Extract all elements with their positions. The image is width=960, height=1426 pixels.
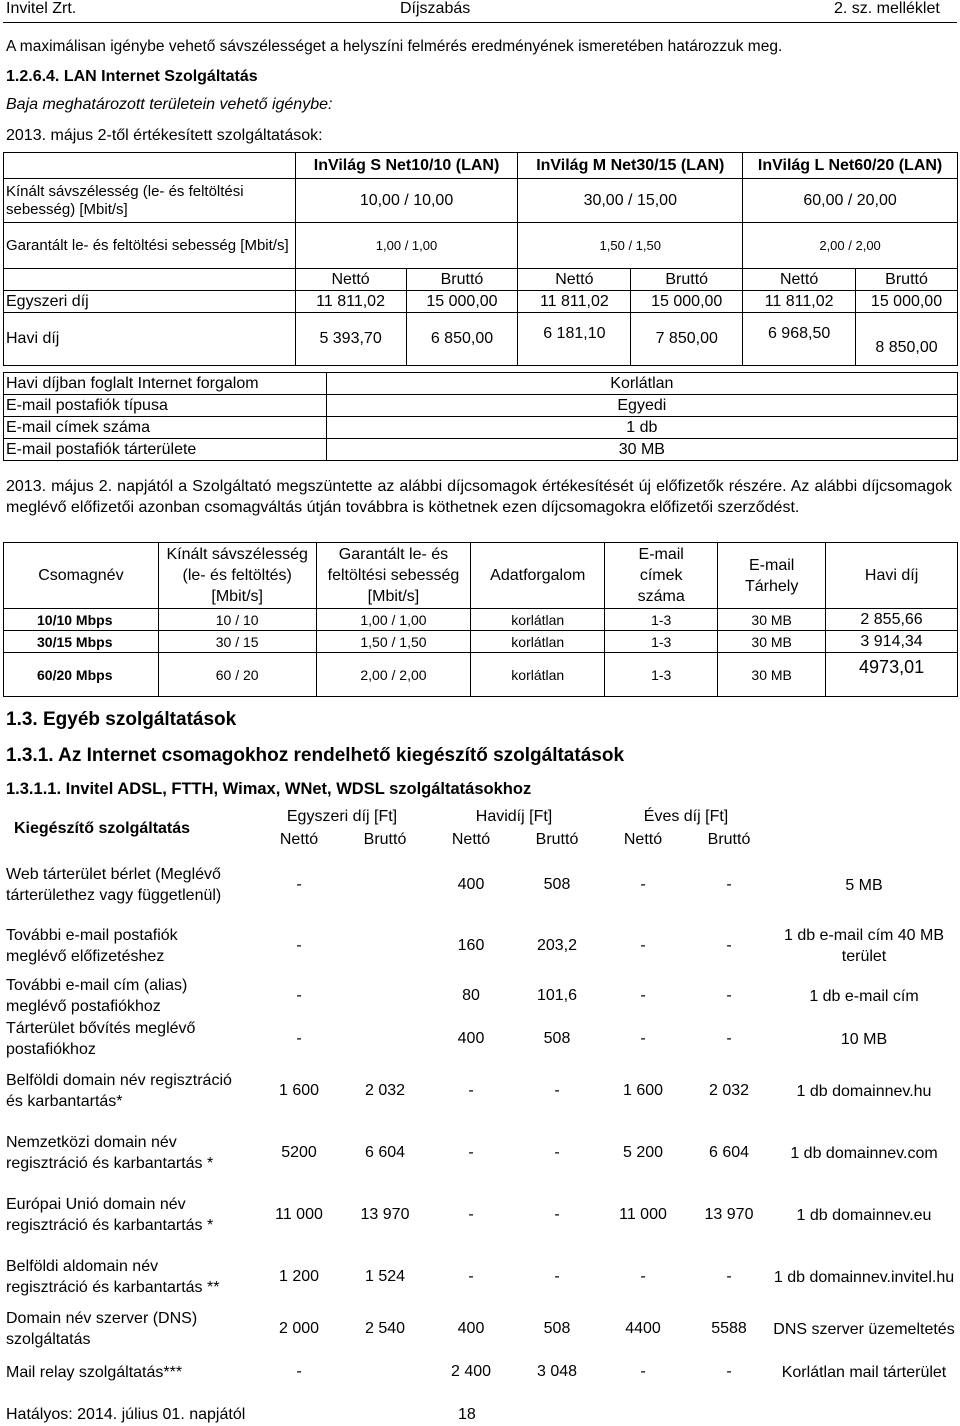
lan-monthly-value: 7 850,00 bbox=[631, 313, 743, 366]
lan-guaranteed-m: 1,50 / 1,50 bbox=[518, 223, 743, 269]
addon-price: - bbox=[296, 937, 302, 954]
addon-price: - bbox=[296, 876, 302, 893]
addon-name: Nemzetközi domain név regisztráció és karbantartás * bbox=[6, 1134, 214, 1172]
old-row-cell: 30 / 15 bbox=[158, 631, 316, 653]
lan-net-label: Nettó bbox=[743, 269, 856, 291]
addon-row bbox=[6, 1018, 956, 1060]
addon-price: 508 bbox=[543, 1030, 571, 1047]
addon-price: 508 bbox=[543, 1320, 571, 1337]
addon-price bbox=[342, 1018, 428, 1060]
addon-price: - bbox=[640, 876, 646, 893]
section-heading-lan: 1.2.6.4. LAN Internet Szolgáltatás bbox=[6, 68, 258, 85]
old-row-cell: 1-3 bbox=[605, 631, 718, 653]
addon-price: - bbox=[296, 1030, 302, 1047]
addon-price: 1 600 bbox=[622, 1082, 664, 1099]
addon-price bbox=[342, 918, 428, 974]
addon-price: - bbox=[468, 1144, 474, 1161]
lan-monthly-value: 6 850,00 bbox=[406, 313, 518, 366]
lan-guaranteed-label: Garantált le- és feltöltési sebesség [Mbit/s] bbox=[4, 223, 296, 269]
lan-onetime-value: 15 000,00 bbox=[631, 291, 743, 313]
addon-name: Mail relay szolgáltatás*** bbox=[6, 1363, 183, 1381]
lan-gross-label: Bruttó bbox=[406, 269, 518, 291]
heading-1-3-1-1: 1.3.1.1. Invitel ADSL, FTTH, Wimax, WNet, WDSL szolgáltatásokhoz bbox=[6, 780, 532, 798]
addon-price: - bbox=[468, 1206, 474, 1223]
addon-price: 160 bbox=[457, 937, 485, 954]
section-subtitle: Baja meghatározott területein vehető igénybe: bbox=[6, 96, 333, 113]
addon-price: - bbox=[554, 1082, 560, 1099]
old-row-name: 60/20 Mbps bbox=[4, 653, 159, 697]
addon-price bbox=[342, 1350, 428, 1394]
lan-offered-m: 30,00 / 15,00 bbox=[518, 179, 743, 223]
addon-net-label: Nettó bbox=[623, 831, 663, 848]
addon-price: - bbox=[640, 1268, 646, 1285]
addon-gross-label: Bruttó bbox=[363, 831, 407, 848]
addon-note: 1 db domainnev.eu bbox=[796, 1206, 932, 1224]
addon-note: 1 db e-mail cím 40 MB terület bbox=[783, 927, 945, 965]
feature-value: 30 MB bbox=[326, 439, 957, 461]
addon-row bbox=[6, 974, 956, 1018]
addon-net-label: Nettó bbox=[451, 831, 491, 848]
addon-price: - bbox=[726, 876, 732, 893]
addon-price: 2 000 bbox=[278, 1320, 320, 1337]
addon-price: 1 524 bbox=[364, 1268, 406, 1285]
old-header-emails: E-mail címek száma bbox=[605, 543, 718, 609]
addon-price: - bbox=[726, 987, 732, 1004]
old-header-offered: Kínált sávszélesség (le- és feltöltés) [Mbit/s] bbox=[158, 543, 316, 609]
addon-price: - bbox=[640, 987, 646, 1004]
lan-onetime-value: 15 000,00 bbox=[406, 291, 518, 313]
old-header-monthly: Havi díj bbox=[826, 543, 958, 609]
lan-monthly-value: 8 850,00 bbox=[856, 313, 958, 366]
addon-note: 10 MB bbox=[840, 1030, 888, 1048]
addon-row bbox=[6, 1308, 956, 1350]
since-text: 2013. május 2-től értékesített szolgáltatások: bbox=[6, 127, 323, 144]
lan-offered-s: 10,00 / 10,00 bbox=[295, 179, 518, 223]
addon-price bbox=[342, 852, 428, 918]
footer-effective: Hatályos: 2014. július 01. napjától bbox=[6, 1406, 246, 1423]
addon-row bbox=[6, 1350, 956, 1394]
addon-group-onetime: Egyszeri díj [Ft] bbox=[286, 808, 398, 825]
lan-onetime-value: 11 811,02 bbox=[518, 291, 631, 313]
lan-onetime-value: 11 811,02 bbox=[295, 291, 406, 313]
addon-price: - bbox=[726, 1030, 732, 1047]
old-header-guaranteed: Garantált le- és feltöltési sebesség [Mbit/s] bbox=[316, 543, 471, 609]
old-row-cell: 30 MB bbox=[718, 631, 826, 653]
intro-text: A maximálisan igénybe vehető sávszélességet a helyszíni felmérés eredményének ismeretében határozzuk meg. bbox=[6, 38, 783, 55]
lan-empty-corner bbox=[4, 153, 296, 179]
old-row-cell: 1-3 bbox=[605, 609, 718, 631]
old-row-cell: 1-3 bbox=[605, 653, 718, 697]
addon-name: Domain név szerver (DNS) szolgáltatás bbox=[6, 1310, 198, 1348]
addon-price: - bbox=[726, 1363, 732, 1380]
addon-price: 11 000 bbox=[275, 1206, 323, 1223]
lan-table bbox=[3, 152, 958, 366]
addon-price: 101,6 bbox=[536, 987, 578, 1004]
addon-name: Tárterület bővítés meglévő postafiókhoz bbox=[6, 1020, 196, 1058]
old-row-price: 4973,01 bbox=[826, 653, 958, 697]
addon-price: 80 bbox=[462, 987, 480, 1004]
old-row-price: 3 914,34 bbox=[826, 631, 958, 653]
lan-onetime-value: 15 000,00 bbox=[856, 291, 958, 313]
addon-note: 1 db domainnev.com bbox=[790, 1144, 938, 1162]
old-row-price: 2 855,66 bbox=[826, 609, 958, 631]
addon-price: 6 604 bbox=[708, 1144, 750, 1161]
old-row-cell: 60 / 20 bbox=[158, 653, 316, 697]
feature-label: E-mail címek száma bbox=[4, 417, 327, 439]
lan-net-label: Nettó bbox=[295, 269, 406, 291]
old-header-traffic: Adatforgalom bbox=[471, 543, 605, 609]
header-rule bbox=[3, 22, 957, 23]
heading-1-3-1: 1.3.1. Az Internet csomagokhoz rendelhető kiegészítő szolgáltatások bbox=[6, 745, 625, 766]
lan-offered-label: Kínált sávszélesség (le- és feltöltési sebesség) [Mbit/s] bbox=[4, 179, 296, 223]
addon-price: - bbox=[554, 1206, 560, 1223]
addon-price: 6 604 bbox=[364, 1144, 406, 1161]
addon-price: - bbox=[640, 1030, 646, 1047]
addon-price: 3 048 bbox=[536, 1363, 578, 1380]
addon-name: További e-mail cím (alias) meglévő postafiókhoz bbox=[6, 977, 188, 1015]
addon-row bbox=[6, 1060, 956, 1122]
old-header-name: Csomagnév bbox=[4, 543, 159, 609]
addon-price: - bbox=[726, 937, 732, 954]
addon-price: 13 970 bbox=[360, 1206, 410, 1223]
lan-monthly-label: Havi díj bbox=[4, 313, 296, 366]
old-row-cell: 2,00 / 2,00 bbox=[316, 653, 471, 697]
old-row-cell: 10 / 10 bbox=[158, 609, 316, 631]
addon-note: 5 MB bbox=[845, 876, 883, 894]
addon-price: - bbox=[296, 1363, 302, 1380]
old-packages-table bbox=[3, 542, 958, 697]
addon-row bbox=[6, 1184, 956, 1246]
addon-price: 5200 bbox=[281, 1144, 317, 1161]
old-row-cell: korlátlan bbox=[471, 631, 605, 653]
header-annex: 2. sz. melléklet bbox=[834, 0, 940, 17]
addon-note: 1 db domainnev.hu bbox=[796, 1082, 932, 1100]
addon-net-label: Nettó bbox=[279, 831, 319, 848]
addon-note: Korlátlan mail tárterület bbox=[781, 1363, 947, 1381]
addon-note: 1 db domainnev.invitel.hu bbox=[773, 1268, 955, 1286]
addon-price: - bbox=[296, 987, 302, 1004]
lan-monthly-value: 6 181,10 bbox=[518, 313, 631, 366]
addon-price: 2 400 bbox=[450, 1363, 492, 1380]
addon-name: Belföldi aldomain név regisztráció és karbantartás ** bbox=[6, 1258, 220, 1296]
addon-price: 203,2 bbox=[536, 937, 578, 954]
addon-row bbox=[6, 1246, 956, 1308]
addon-group-monthly: Havidíj [Ft] bbox=[475, 808, 553, 825]
lan-empty-cell bbox=[4, 269, 296, 291]
addon-name: Belföldi domain név regisztráció és karbantartás* bbox=[6, 1072, 232, 1110]
addon-table bbox=[6, 806, 956, 1394]
addon-group-yearly: Éves díj [Ft] bbox=[643, 808, 729, 825]
features-table bbox=[3, 372, 958, 461]
old-row-name: 30/15 Mbps bbox=[4, 631, 159, 653]
addon-price: 1 200 bbox=[278, 1268, 320, 1285]
addon-price: 400 bbox=[457, 1030, 485, 1047]
addon-price: - bbox=[468, 1268, 474, 1285]
addon-price: 2 032 bbox=[708, 1082, 750, 1099]
old-row-name: 10/10 Mbps bbox=[4, 609, 159, 631]
old-row-cell: korlátlan bbox=[471, 653, 605, 697]
addon-name: Európai Unió domain név regisztráció és karbantartás * bbox=[6, 1196, 214, 1234]
lan-gross-label: Bruttó bbox=[631, 269, 743, 291]
lan-onetime-label: Egyszeri díj bbox=[4, 291, 296, 313]
old-row-cell: 30 MB bbox=[718, 609, 826, 631]
old-row-cell: 1,50 / 1,50 bbox=[316, 631, 471, 653]
addon-price: 508 bbox=[543, 876, 571, 893]
heading-1-3: 1.3. Egyéb szolgáltatások bbox=[6, 709, 237, 730]
addon-note: DNS szerver üzemeltetés bbox=[773, 1320, 955, 1338]
addon-price: 1 600 bbox=[278, 1082, 320, 1099]
discontinued-note: 2013. május 2. napjától a Szolgáltató megszüntette az alábbi díjcsomagok értékesítését új előfizetők részére. Az alábbi díjcsomagok meglévő előfizetői azonban csomagváltás útján továbbra is köthetnek ezen díjcsomagokra előfizetői szerződést. bbox=[6, 478, 952, 516]
addon-price: - bbox=[726, 1268, 732, 1285]
addon-price: 11 000 bbox=[619, 1206, 667, 1223]
addon-row bbox=[6, 1122, 956, 1184]
addon-price bbox=[342, 974, 428, 1018]
feature-value: Korlátlan bbox=[326, 373, 957, 395]
header-company: Invitel Zrt. bbox=[6, 0, 77, 17]
addon-name: Web tárterület bérlet (Meglévő tárterülethez vagy függetlenül) bbox=[6, 866, 222, 904]
addon-row bbox=[6, 852, 956, 918]
lan-monthly-value: 5 393,70 bbox=[295, 313, 406, 366]
addon-price: 400 bbox=[457, 876, 485, 893]
old-row-cell: 1,00 / 1,00 bbox=[316, 609, 471, 631]
addon-price: 2 540 bbox=[364, 1320, 406, 1337]
old-header-storage: E-mail Tárhely bbox=[718, 543, 826, 609]
addon-price: 2 032 bbox=[364, 1082, 406, 1099]
addon-price: - bbox=[640, 1363, 646, 1380]
feature-label: Havi díjban foglalt Internet forgalom bbox=[4, 373, 327, 395]
old-row-cell: 30 MB bbox=[718, 653, 826, 697]
addon-gross-label: Bruttó bbox=[535, 831, 579, 848]
lan-net-label: Nettó bbox=[518, 269, 631, 291]
addon-row bbox=[6, 918, 956, 974]
addon-name: További e-mail postafiók meglévő előfizetéshez bbox=[6, 927, 178, 965]
addon-price: 400 bbox=[457, 1320, 485, 1337]
addon-note: 1 db e-mail cím bbox=[809, 987, 919, 1005]
addon-gross-label: Bruttó bbox=[707, 831, 751, 848]
addon-price: 13 970 bbox=[704, 1206, 754, 1223]
addon-price: - bbox=[554, 1268, 560, 1285]
lan-guaranteed-l: 2,00 / 2,00 bbox=[743, 223, 958, 269]
feature-value: Egyedi bbox=[326, 395, 957, 417]
addon-price: - bbox=[468, 1082, 474, 1099]
addon-price: 5588 bbox=[711, 1320, 747, 1337]
lan-package-s: InVilág S Net10/10 (LAN) bbox=[295, 153, 518, 179]
addon-price: 4400 bbox=[625, 1320, 661, 1337]
addon-price: - bbox=[640, 937, 646, 954]
feature-value: 1 db bbox=[326, 417, 957, 439]
feature-label: E-mail postafiók típusa bbox=[4, 395, 327, 417]
addon-price: - bbox=[554, 1144, 560, 1161]
lan-gross-label: Bruttó bbox=[856, 269, 958, 291]
old-row-cell: korlátlan bbox=[471, 609, 605, 631]
lan-package-m: InVilág M Net30/15 (LAN) bbox=[518, 153, 743, 179]
lan-package-l: InVilág L Net60/20 (LAN) bbox=[743, 153, 958, 179]
feature-label: E-mail postafiók tárterülete bbox=[4, 439, 327, 461]
lan-onetime-value: 11 811,02 bbox=[743, 291, 856, 313]
addon-title: Kiegészítő szolgáltatás bbox=[14, 820, 191, 837]
lan-guaranteed-s: 1,00 / 1,00 bbox=[295, 223, 518, 269]
lan-offered-l: 60,00 / 20,00 bbox=[743, 179, 958, 223]
lan-monthly-value: 6 968,50 bbox=[743, 313, 856, 366]
addon-price: 5 200 bbox=[622, 1144, 664, 1161]
footer-page-number: 18 bbox=[458, 1406, 476, 1423]
header-doc-title: Díjszabás bbox=[400, 0, 471, 17]
